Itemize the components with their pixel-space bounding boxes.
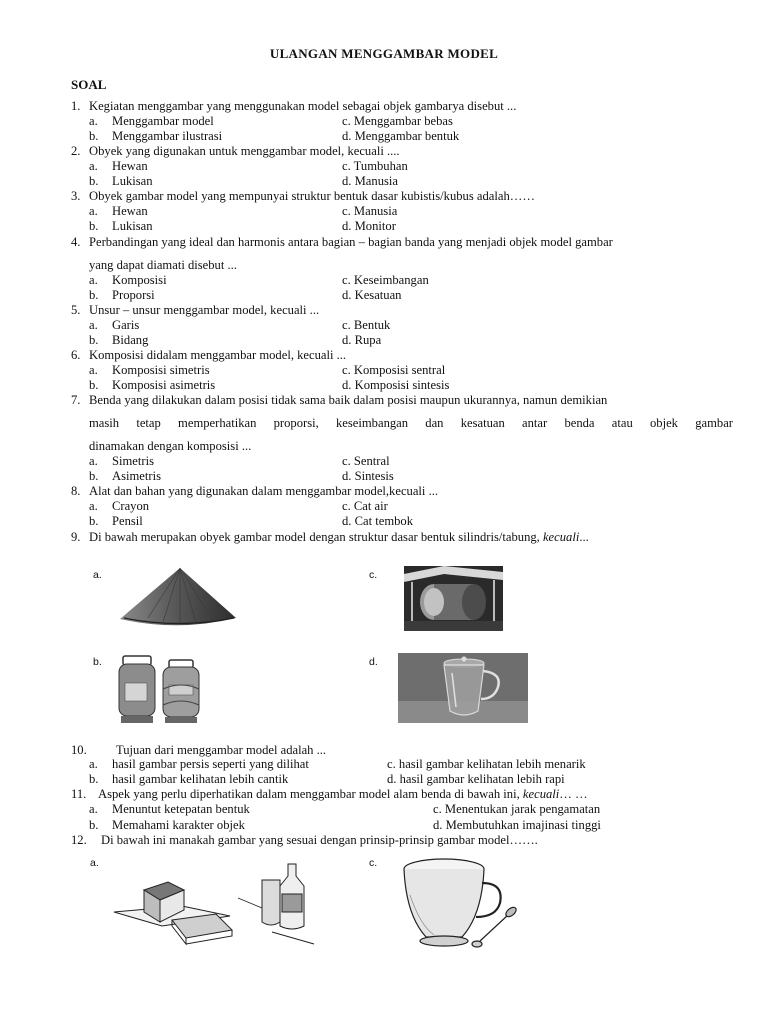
question-1: 1. Kegiatan menggambar yang menggunakan model sebagai objek gambarya disebut ... <box>71 99 517 113</box>
option-3c: c. Manusia <box>342 204 398 218</box>
image-label-12a: a. <box>90 857 99 869</box>
option-7b: b. Asimetris <box>89 469 161 483</box>
section-heading: SOAL <box>71 77 107 92</box>
question-11: 11. Aspek yang perlu diperhatikan dalam menggambar model alam benda di bawah ini, kecuali… … <box>71 787 588 801</box>
option-10b: b. hasil gambar kelihatan lebih cantik <box>89 772 289 786</box>
question-2: 2. Obyek yang digunakan untuk menggambar model, kecuali .... <box>71 144 400 158</box>
question-7: 7. Benda yang dilakukan dalam posisi tidak sama baik dalam posisi maupun ukurannya, namun demikian <box>71 393 608 407</box>
option-1d: d. Menggambar bentuk <box>342 129 460 143</box>
question-8: 8. Alat dan bahan yang digunakan dalam menggambar model,kecuali ... <box>71 484 439 498</box>
option-3d: d. Monitor <box>342 219 396 233</box>
question-9: 9. Di bawah merupakan obyek gambar model dengan struktur dasar bentuk silindris/tabung, kecuali... <box>71 530 589 544</box>
option-1c: c. Menggambar bebas <box>342 114 453 128</box>
conical-hat-image <box>118 566 238 628</box>
option-6c: c. Komposisi sentral <box>342 363 446 377</box>
still-life-drawing-image <box>112 860 322 948</box>
option-5c: c. Bentuk <box>342 318 391 332</box>
option-5d: d. Rupa <box>342 333 382 347</box>
option-7c: c. Sentral <box>342 454 390 468</box>
question-7-continuation-2: dinamakan dengan komposisi ... <box>89 439 252 453</box>
drum-photo-image <box>404 566 503 631</box>
image-label-9c: c. <box>369 569 378 581</box>
option-7d: d. Sintesis <box>342 469 394 483</box>
option-2a: a. Hewan <box>89 159 148 173</box>
gas-cylinders-image <box>117 653 203 725</box>
option-6b: b. Komposisi asimetris <box>89 378 216 392</box>
option-6d: d. Komposisi sintesis <box>342 378 450 392</box>
option-2c: c. Tumbuhan <box>342 159 408 173</box>
cup-and-spoon-drawing-image <box>400 855 520 951</box>
option-4d: d. Kesatuan <box>342 288 402 302</box>
question-5: 5. Unsur – unsur menggambar model, kecuali ... <box>71 303 320 317</box>
question-4: 4. Perbandingan yang ideal dan harmonis antara bagian – bagian banda yang menjadi objek model gambar <box>71 235 613 249</box>
option-4c: c. Keseimbangan <box>342 273 429 287</box>
question-10: 10. Tujuan dari menggambar model adalah ... <box>71 743 327 757</box>
option-11a: a. Menuntut ketepatan bentuk <box>89 802 250 816</box>
question-6: 6. Komposisi didalam menggambar model, kecuali ... <box>71 348 347 362</box>
option-8b: b. Pensil <box>89 514 143 528</box>
option-7a: a. Simetris <box>89 454 154 468</box>
page-title: ULANGAN MENGGAMBAR MODEL <box>269 46 499 61</box>
image-label-9d: d. <box>369 656 378 668</box>
option-10c: c. hasil gambar kelihatan lebih menarik <box>387 757 586 771</box>
option-2b: b. Lukisan <box>89 174 153 188</box>
question-7-continuation: masih tetap memperhatikan proporsi, keseimbangan dan kesatuan antar benda atau objek gambar <box>89 416 733 430</box>
glass-pitcher-image <box>398 653 528 723</box>
image-label-9a: a. <box>93 569 102 581</box>
option-10d: d. hasil gambar kelihatan lebih rapi <box>387 772 565 786</box>
option-11d: d. Membutuhkan imajinasi tinggi <box>433 818 601 832</box>
option-10a: a. hasil gambar persis seperti yang dilihat <box>89 757 309 771</box>
option-11b: b. Memahami karakter objek <box>89 818 245 832</box>
option-2d: d. Manusia <box>342 174 398 188</box>
option-3b: b. Lukisan <box>89 219 153 233</box>
option-8a: a. Crayon <box>89 499 150 513</box>
option-11c: c. Menentukan jarak pengamatan <box>433 802 601 816</box>
option-5a: a. Garis <box>89 318 140 332</box>
option-3a: a. Hewan <box>89 204 148 218</box>
option-1b: b. Menggambar ilustrasi <box>89 129 223 143</box>
image-label-12c: c. <box>369 857 378 869</box>
image-label-9b: b. <box>93 656 102 668</box>
question-3: 3. Obyek gambar model yang mempunyai struktur bentuk dasar kubistis/kubus adalah…… <box>71 189 535 203</box>
option-5b: b. Bidang <box>89 333 149 347</box>
question-12: 12. Di bawah ini manakah gambar yang sesuai dengan prinsip-prinsip gambar model……. <box>71 833 538 847</box>
option-8d: d. Cat tembok <box>342 514 414 528</box>
question-4-continuation: yang dapat diamati disebut ... <box>89 258 237 272</box>
option-4a: a. Komposisi <box>89 273 167 287</box>
option-1a: a. Menggambar model <box>89 114 214 128</box>
option-6a: a. Komposisi simetris <box>89 363 210 377</box>
option-4b: b. Proporsi <box>89 288 155 302</box>
option-8c: c. Cat air <box>342 499 388 513</box>
